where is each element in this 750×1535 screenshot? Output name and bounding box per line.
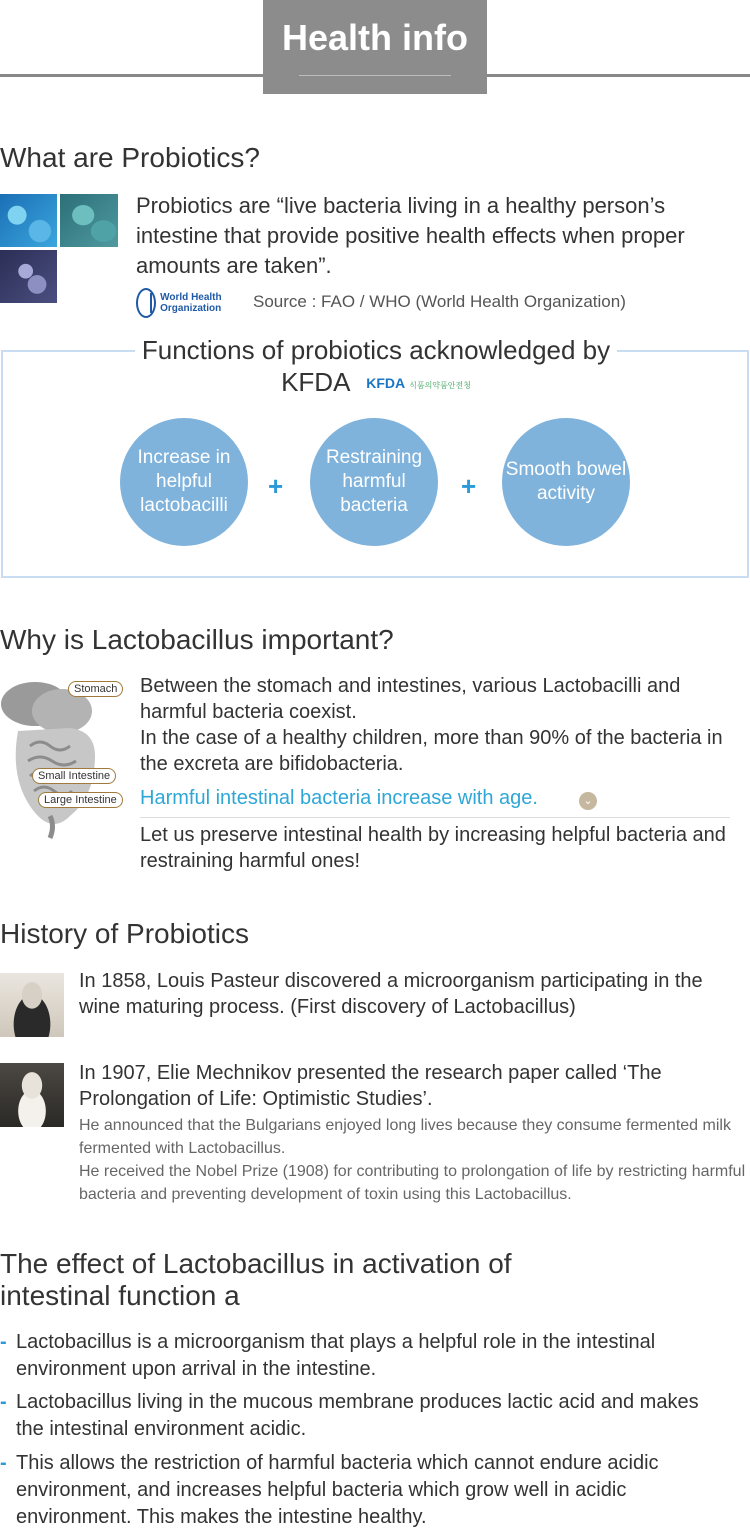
who-emblem-icon [136, 288, 156, 318]
label-stomach: Stomach [68, 681, 123, 697]
kfda-title [135, 334, 617, 402]
divider [140, 817, 730, 818]
who-logo [136, 287, 238, 319]
bacteria-image-1 [0, 194, 57, 247]
source-note: Source : FAO / WHO (World Health Organization) [253, 292, 626, 311]
function-circle-2: Restraining harmful bacteria [310, 418, 438, 546]
history-item-mechnikov-detail [79, 1114, 749, 1206]
why-conclusion: Let us preserve intestinal health by increasing helpful bacteria and restraining harmful ones! [140, 824, 726, 872]
kfda-logo [366, 367, 471, 402]
who-logo-text: World Health Organization [160, 292, 222, 314]
why-paragraph [140, 673, 746, 777]
plus-icon-2: + [461, 471, 477, 501]
why-paragraph-1: Between the stomach and intestines, various Lactobacilli and harmful bacteria coexist. [140, 675, 681, 723]
page-title: Health info [282, 17, 468, 58]
kfda-logo-text: KFDA [366, 374, 406, 391]
effect-bullet-text: This allows the restriction of harmful bacteria which cannot endure acidic environment, and increases helpful bacteria which grow well in acidic environment. This makes the intestine healthy. [16, 1452, 659, 1528]
section-title-probiotics: What are Probiotics? [0, 142, 260, 173]
bacteria-image-3 [0, 250, 57, 303]
bullet-dash-icon: - [0, 1331, 7, 1353]
header-underline [299, 75, 451, 76]
chevron-down-icon[interactable]: ⌄ [579, 792, 597, 810]
section-title-effect: The effect of Lactobacillus in activation of intestinal function a [0, 1248, 512, 1311]
mechnikov-detail-2: He received the Nobel Prize (1908) for contributing to prolongation of life by restricting harmful bacteria and preventing development of toxin using this Lactobacillus. [79, 1163, 746, 1203]
digestive-system-illustration [0, 676, 130, 841]
label-large-intestine: Large Intestine [38, 792, 123, 808]
header-tab [263, 0, 487, 94]
history-item-pasteur: In 1858, Louis Pasteur discovered a microorganism participating in the wine maturing process. (First discovery of Lactobacillus) [79, 970, 703, 1018]
section-title-why: Why is Lactobacillus important? [0, 624, 394, 655]
probiotics-description: Probiotics are “live bacteria living in a healthy person’s intestine that provide positive health effects when proper amounts are taken”. [136, 193, 685, 278]
effect-bullet-text: Lactobacillus living in the mucous membrane produces lactic acid and makes the intestinal environment acidic. [16, 1391, 699, 1440]
mechnikov-detail-1: He announced that the Bulgarians enjoyed long lives because they consume fermented milk fermented with Lactobacillus. [79, 1117, 731, 1157]
kfda-title-text: Functions of probiotics acknowledged by KFDA [141, 335, 611, 397]
bacteria-image-2 [60, 194, 118, 247]
effect-bullet-1 [0, 1329, 730, 1383]
pasteur-portrait [0, 973, 64, 1037]
label-small-intestine: Small Intestine [32, 768, 116, 784]
section-title-history: History of Probiotics [0, 918, 249, 949]
mechnikov-portrait [0, 1063, 64, 1127]
why-paragraph-2: In the case of a healthy children, more than 90% of the bacteria in the excreta are bifidobacteria. [140, 727, 723, 775]
function-circle-1: Increase in helpful lactobacilli [120, 418, 248, 546]
bullet-dash-icon: - [0, 1391, 7, 1413]
history-item-mechnikov: In 1907, Elie Mechnikov presented the research paper called ‘The Prolongation of Life: Optimistic Studies’. [79, 1062, 662, 1110]
effect-bullet-3 [0, 1450, 730, 1531]
age-highlight-link[interactable]: Harmful intestinal bacteria increase with age. [140, 787, 538, 809]
function-circle-3: Smooth bowel activity [502, 418, 630, 546]
kfda-logo-korean: 식품의약품안전청 [409, 380, 471, 390]
bullet-dash-icon: - [0, 1452, 7, 1474]
effect-bullet-2 [0, 1389, 730, 1443]
effect-bullet-text: Lactobacillus is a microorganism that plays a helpful role in the intestinal environment upon arrival in the intestine. [16, 1331, 656, 1380]
plus-icon-1: + [268, 471, 284, 501]
